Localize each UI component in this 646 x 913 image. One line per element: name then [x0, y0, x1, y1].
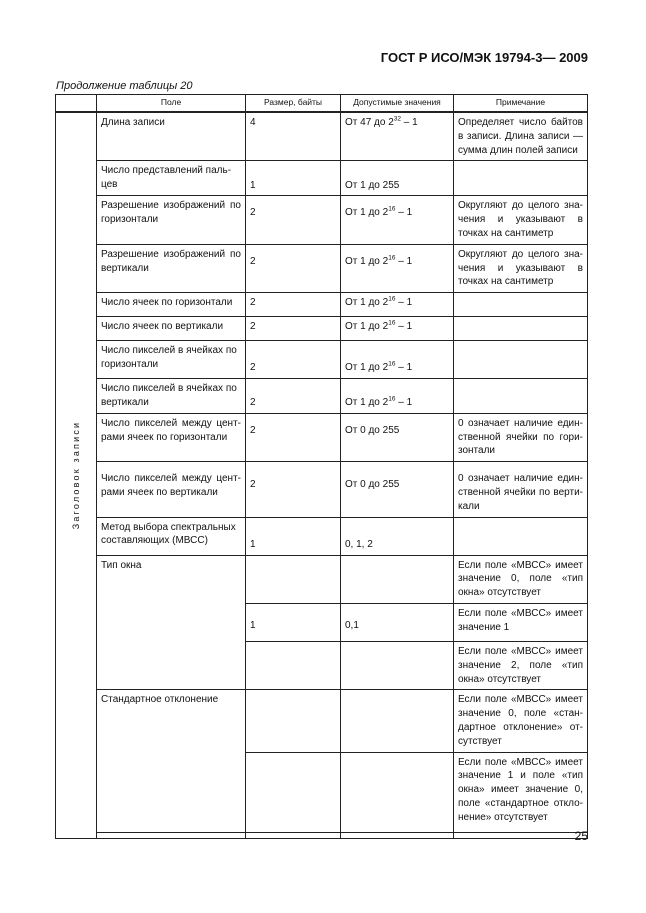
note-cell	[454, 517, 588, 555]
size-cell	[246, 690, 341, 752]
filler-cell	[246, 832, 341, 838]
size-cell: 2	[246, 293, 341, 317]
field-cell: Число пикселей в ячейках по вертикали	[97, 379, 246, 414]
corner-header-cell	[56, 95, 97, 113]
value-text: От 1 до 2	[345, 396, 389, 408]
value-suffix: – 1	[395, 207, 413, 219]
value-text: От 1 до 2	[345, 321, 389, 333]
values-cell: От 1 до 255	[341, 161, 454, 196]
document-header: ГОСТ Р ИСО/МЭК 19794-3— 2009	[380, 50, 588, 65]
col-header-values: Допустимые значения	[341, 95, 454, 113]
size-cell: 2	[246, 413, 341, 461]
size-cell: 2	[246, 244, 341, 292]
values-cell: 0,1	[341, 603, 454, 641]
note-cell: Округляют до целого зна-чения и указывают в точках на сантиметр	[454, 244, 588, 292]
size-cell: 1	[246, 161, 341, 196]
value-exponent: 16	[388, 206, 396, 214]
value-suffix: – 1	[395, 297, 413, 309]
page-number: 25	[574, 829, 588, 843]
size-cell: 2	[246, 462, 341, 517]
value-exponent: 16	[388, 295, 396, 303]
values-cell	[341, 555, 454, 603]
size-cell: 2	[246, 317, 341, 341]
value-text: От 1 до 2	[345, 362, 389, 374]
field-cell: Число ячеек по горизонтали	[97, 293, 246, 317]
values-cell	[341, 690, 454, 752]
table-row-filler	[56, 832, 588, 838]
section-label-cell	[56, 112, 97, 838]
filler-cell	[97, 832, 246, 838]
values-cell	[341, 317, 454, 341]
values-cell	[341, 341, 454, 379]
size-cell	[246, 752, 341, 832]
note-cell	[454, 341, 588, 379]
size-cell: 2	[246, 341, 341, 379]
field-cell: Разрешение изображений по вертикали	[97, 244, 246, 292]
table-row	[56, 517, 588, 555]
value-text: От 1 до 2	[345, 297, 389, 309]
values-cell: От 0 до 255	[341, 462, 454, 517]
note-cell: 0 означает наличие един-ственной ячейки по верти-кали	[454, 462, 588, 517]
size-cell	[246, 555, 341, 603]
table-header-row	[56, 95, 588, 113]
size-cell: 1	[246, 517, 341, 555]
note-cell: Если поле «МВСС» имеет значение 0, поле «тип окна» отсутствует	[454, 555, 588, 603]
table-row	[56, 244, 588, 292]
size-cell: 2	[246, 196, 341, 244]
value-text: От 1 до 2	[345, 255, 389, 267]
field-cell: Число пикселей между цент-рами ячеек по вертикали	[97, 462, 246, 517]
table-row	[56, 161, 588, 196]
field-cell-window-type: Тип окна	[97, 555, 246, 690]
field-cell-std-dev: Стандартное отклонение	[97, 690, 246, 832]
values-cell: От 0 до 255	[341, 413, 454, 461]
values-cell	[341, 112, 454, 161]
field-cell: Число представлений паль-цев	[97, 161, 246, 196]
col-header-note: Примечание	[454, 95, 588, 113]
table-row	[56, 555, 588, 603]
note-cell: 0 означает наличие един-ственной ячейки по гори-зонтали	[454, 413, 588, 461]
field-cell: Число пикселей в ячейках по горизонтали	[97, 341, 246, 379]
note-cell	[454, 161, 588, 196]
size-cell	[246, 641, 341, 689]
values-cell	[341, 293, 454, 317]
table-row	[56, 317, 588, 341]
size-cell: 2	[246, 379, 341, 414]
table-row	[56, 196, 588, 244]
table-row	[56, 690, 588, 752]
value-exponent: 32	[393, 115, 402, 123]
col-header-size: Размер, байты	[246, 95, 341, 113]
note-cell: Если поле «МВСС» имеет значение 1 и поле «тип окна» имеет значение 0, поле «стандартное откло-нение» отсутствует	[454, 752, 588, 832]
col-header-field: Поле	[97, 95, 246, 113]
spec-table	[55, 94, 588, 839]
value-suffix: – 1	[401, 117, 418, 128]
note-cell: Определяет число байтов в записи. Длина записи — сумма длин полей записи	[454, 112, 588, 161]
value-exponent: 16	[388, 361, 396, 369]
field-cell: Длина записи	[97, 112, 246, 161]
note-cell	[454, 293, 588, 317]
values-cell	[341, 641, 454, 689]
table-row	[56, 379, 588, 414]
table-row	[56, 462, 588, 517]
table-caption: Продолжение таблицы 20	[56, 80, 193, 92]
values-cell	[341, 379, 454, 414]
field-cell: Метод выбора спектральных составляющих (МВСС)	[97, 517, 246, 555]
note-cell: Округляют до целого зна-чения и указывают в точках на сантиметр	[454, 196, 588, 244]
value-text: От 47 до 2	[345, 117, 394, 128]
note-cell	[454, 379, 588, 414]
section-label: Заголовок записи	[70, 420, 81, 530]
values-cell	[341, 752, 454, 832]
value-exponent: 16	[388, 254, 396, 262]
size-cell: 1	[246, 603, 341, 641]
values-cell	[341, 244, 454, 292]
note-cell: Если поле «МВСС» имеет значение 2, поле «тип окна» отсутствует	[454, 641, 588, 689]
values-cell	[341, 196, 454, 244]
field-cell: Число пикселей между цент-рами ячеек по горизонтали	[97, 413, 246, 461]
note-cell: Если поле «МВСС» имеет значение 1	[454, 603, 588, 641]
table-row	[56, 293, 588, 317]
note-cell: Если поле «МВСС» имеет значение 0, поле «стан-дартное отклонение» от-сутствует	[454, 690, 588, 752]
value-suffix: – 1	[395, 255, 413, 267]
size-cell: 4	[246, 112, 341, 161]
field-cell: Разрешение изображений по горизонтали	[97, 196, 246, 244]
table-row	[56, 413, 588, 461]
value-exponent: 16	[388, 319, 396, 327]
note-cell	[454, 317, 588, 341]
value-suffix: – 1	[395, 321, 413, 333]
table-row	[56, 112, 588, 161]
value-suffix: – 1	[395, 396, 413, 408]
values-cell: 0, 1, 2	[341, 517, 454, 555]
filler-cell	[454, 832, 588, 838]
table-row	[56, 341, 588, 379]
value-exponent: 16	[388, 395, 396, 403]
filler-cell	[341, 832, 454, 838]
value-text: От 1 до 2	[345, 207, 389, 219]
value-suffix: – 1	[395, 362, 413, 374]
field-cell: Число ячеек по вертикали	[97, 317, 246, 341]
